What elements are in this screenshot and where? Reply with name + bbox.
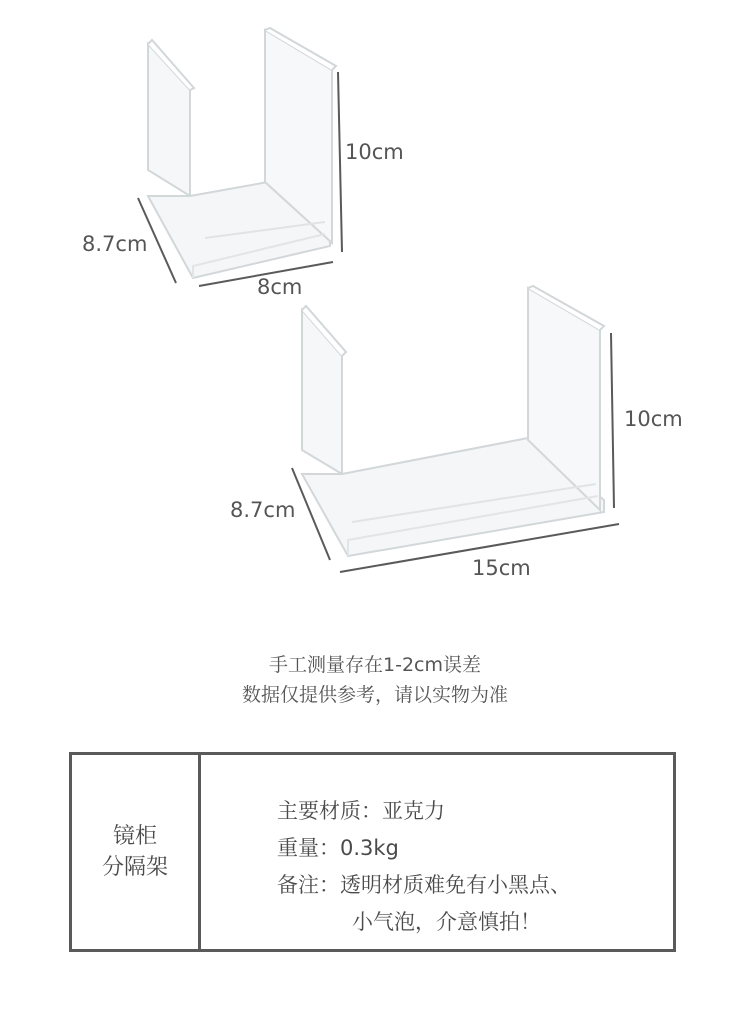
product-name-line2: 分隔架 bbox=[101, 855, 168, 880]
spec-details bbox=[277, 793, 571, 941]
small-height-label: 10cm bbox=[345, 140, 404, 164]
large-height-line bbox=[611, 333, 614, 508]
large-depth-label: 8.7cm bbox=[230, 498, 296, 522]
spec-remark-line2: 小气泡，介意慎拍！ bbox=[352, 910, 541, 934]
large-width-label: 15cm bbox=[472, 556, 531, 580]
large-height-label: 10cm bbox=[624, 407, 683, 431]
spec-weight: 重量：0.3kg bbox=[277, 836, 399, 860]
small-height-line bbox=[338, 72, 342, 252]
small-width-label: 8cm bbox=[257, 275, 303, 299]
spec-material: 主要材质：亚克力 bbox=[277, 799, 445, 823]
small-depth-label: 8.7cm bbox=[82, 232, 148, 256]
small-divider-illustration bbox=[148, 28, 336, 278]
measurement-note-line2: 数据仅提供参考，请以实物为准 bbox=[241, 684, 508, 706]
measurement-note-line1: 手工测量存在1-2cm误差 bbox=[269, 654, 481, 676]
product-name-cell bbox=[72, 755, 201, 949]
spec-table bbox=[69, 752, 676, 952]
spec-remark-line1: 备注：透明材质难免有小黑点、 bbox=[277, 873, 571, 897]
product-name-line1: 镜柜 bbox=[112, 824, 157, 849]
large-divider-illustration bbox=[302, 286, 604, 556]
